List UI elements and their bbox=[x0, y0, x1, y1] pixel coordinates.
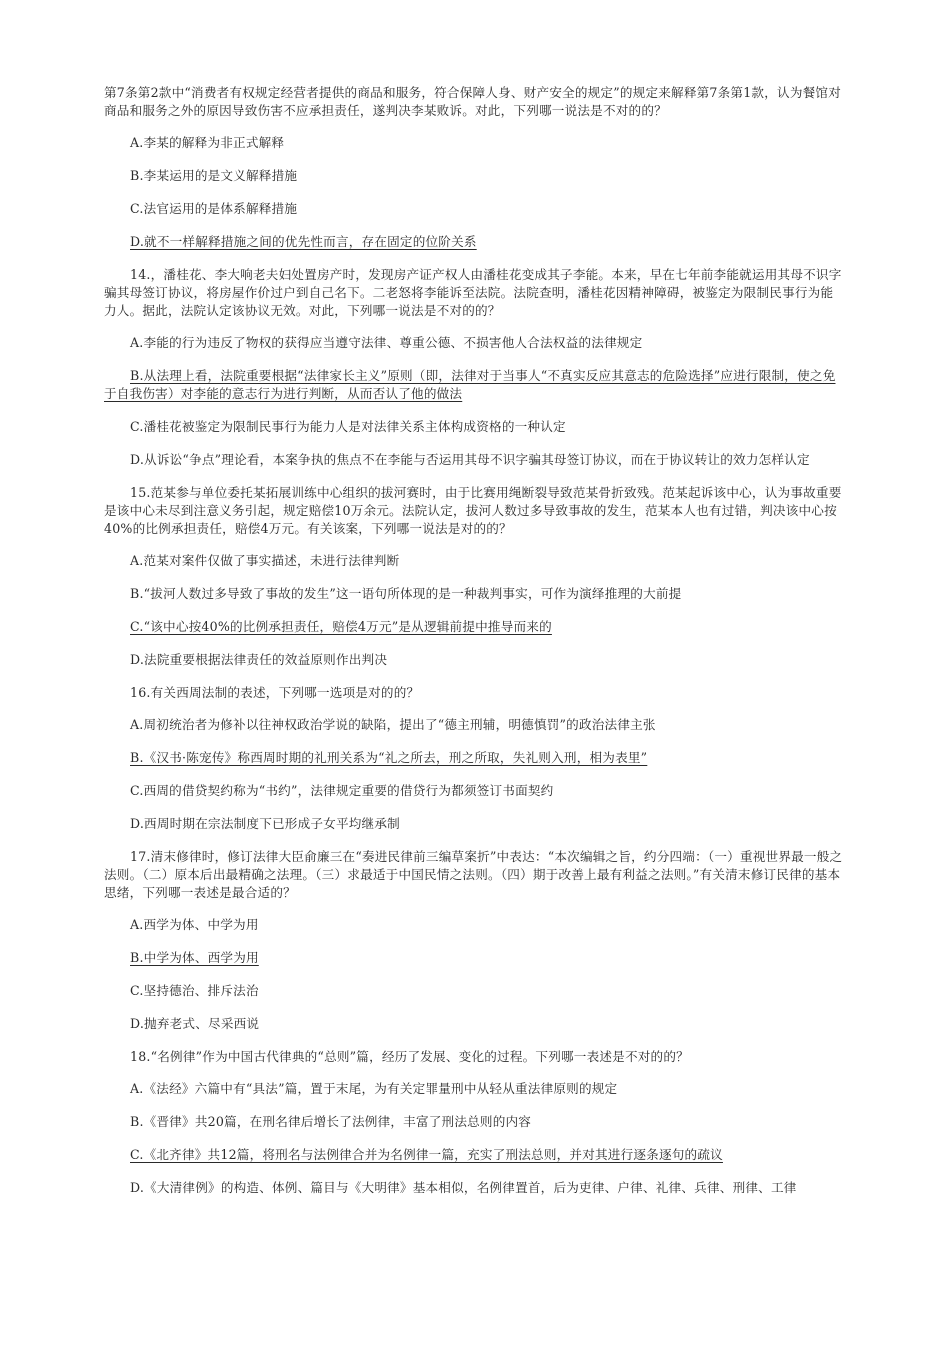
question-16-option-c: C.西周的借贷契约称为“书约”，法律规定重要的借贷行为都须签订书面契约 bbox=[130, 783, 554, 798]
question-14-option-d: D.从诉讼“争点”理论看，本案争执的焦点不在李能与否运用其母不识字骗其母签订协议，而在于协议转让的效力怎样认定 bbox=[130, 452, 810, 467]
question-15-option-d: D.法院重要根据法律责任的效益原则作出判决 bbox=[130, 652, 388, 667]
question-16-option-a: A.周初统治者为修补以往神权政治学说的缺陷，提出了“德主刑辅，明德慎罚”的政治法律主张 bbox=[130, 717, 656, 732]
question-13-option-d-answer: D.就不一样解释措施之间的优先性而言，存在固定的位阶关系 bbox=[130, 234, 477, 249]
document-page bbox=[104, 84, 846, 1212]
question-18-stem: 18.“名例律”作为中国古代律典的“总则”篇，经历了发展、变化的过程。下列哪一表述是不对的的？ bbox=[130, 1049, 689, 1064]
question-15-option-b: B.“拔河人数过多导致了事故的发生”这一语句所体现的是一种裁判事实，可作为演绎推理的大前提 bbox=[130, 586, 682, 601]
question-17-option-b-answer: B.中学为体、西学为用 bbox=[130, 950, 259, 965]
question-18-option-b: B.《晋律》共20篇，在刑名律后增长了法例律，丰富了刑法总则的内容 bbox=[130, 1114, 532, 1129]
question-18-option-d: D.《大清律例》的构造、体例、篇目与《大明律》基本相似，名例律置首，后为吏律、户律、礼律、兵律、刑律、工律 bbox=[130, 1180, 797, 1195]
question-14-option-c: C.潘桂花被鉴定为限制民事行为能力人是对法律关系主体构成资格的一种认定 bbox=[130, 419, 566, 434]
question-14-stem: 14.，潘桂花、李大响老夫妇处置房产时，发现房产证产权人由潘桂花变成其子李能。本来，早在七年前李能就运用其母不识字骗其母签订协议，将房屋作价过户到自己名下。二老怒将李能诉至法院。法院查明，潘桂花因精神障碍，被鉴定为限制民事行为能力人。据此，法院认定该协议无效。对此，下列哪一说法是不对的的？ bbox=[104, 267, 842, 318]
question-18-option-c-answer: C.《北齐律》共12篇，将刑名与法例律合并为名例律一篇，充实了刑法总则，并对其进行逐条逐句的疏议 bbox=[130, 1147, 723, 1162]
question-14-option-b-answer: B.从法理上看，法院重要根据“法律家长主义”原则（即，法律对于当事人“不真实反应其意志的危险选择”应进行限制，使之免于自我伤害）对李能的意志行为进行判断，从而否认了他的做法 bbox=[104, 368, 836, 401]
question-18-option-a: A.《法经》六篇中有“具法”篇，置于末尾，为有关定罪量刑中从轻从重法律原则的规定 bbox=[130, 1081, 618, 1096]
question-15-stem: 15.范某参与单位委托某拓展训练中心组织的拔河赛时，由于比赛用绳断裂导致范某骨折致残。范某起诉该中心，认为事故重要是该中心未尽到注意义务引起，规定赔偿10万余元。法院认定，拔河人数过多导致事故的发生，范某本人也有过错，判决该中心按40%的比例承担责任，赔偿4万元。有关该案，下列哪一说法是对的的？ bbox=[104, 485, 842, 536]
question-15-option-a: A.范某对案件仅做了事实描述，未进行法律判断 bbox=[130, 553, 400, 568]
question-15-option-c-answer: C.“该中心按40%的比例承担责任，赔偿4万元”是从逻辑前提中推导而来的 bbox=[130, 619, 552, 634]
question-16-option-b-answer: B.《汉书·陈宠传》称西周时期的礼刑关系为“礼之所去，刑之所取，失礼则入刑，相为表里” bbox=[130, 750, 648, 765]
question-16-stem: 16.有关西周法制的表述，下列哪一选项是对的的？ bbox=[130, 685, 420, 700]
question-13-option-b: B.李某运用的是文义解释措施 bbox=[130, 168, 298, 183]
question-16-option-d: D.西周时期在宗法制度下已形成子女平均继承制 bbox=[130, 816, 400, 831]
question-17-option-a: A.西学为体、中学为用 bbox=[130, 917, 259, 932]
question-14-option-a: A.李能的行为违反了物权的获得应当遵守法律、尊重公德、不损害他人合法权益的法律规定 bbox=[130, 335, 643, 350]
question-17-stem: 17.清末修律时，修订法律大臣俞廉三在“奏进民律前三编草案折”中表达：“本次编辑之旨，约分四端：（一）重视世界最一般之法则。（二）原本后出最精确之法理。（三）求最适于中国民情之法则。（四）期于改善上最有利益之法则。”有关清末修订民律的基本思绪，下列哪一表述是最合适的？ bbox=[104, 849, 843, 900]
question-13-option-c: C.法官运用的是体系解释措施 bbox=[130, 201, 298, 216]
question-13-stem: 第7条第2款中“消费者有权规定经营者提供的商品和服务，符合保障人身、财产安全的规定”的规定来解释第7条第1款，认为餐馆对商品和服务之外的原因导致伤害不应承担责任，遂判决李某败诉。对此，下列哪一说法是不对的的？ bbox=[104, 85, 841, 118]
question-17-option-c: C.坚持德治、排斥法治 bbox=[130, 983, 259, 998]
question-17-option-d: D.抛弃老式、尽采西说 bbox=[130, 1016, 260, 1031]
question-13-option-a: A.李某的解释为非正式解释 bbox=[130, 135, 285, 150]
